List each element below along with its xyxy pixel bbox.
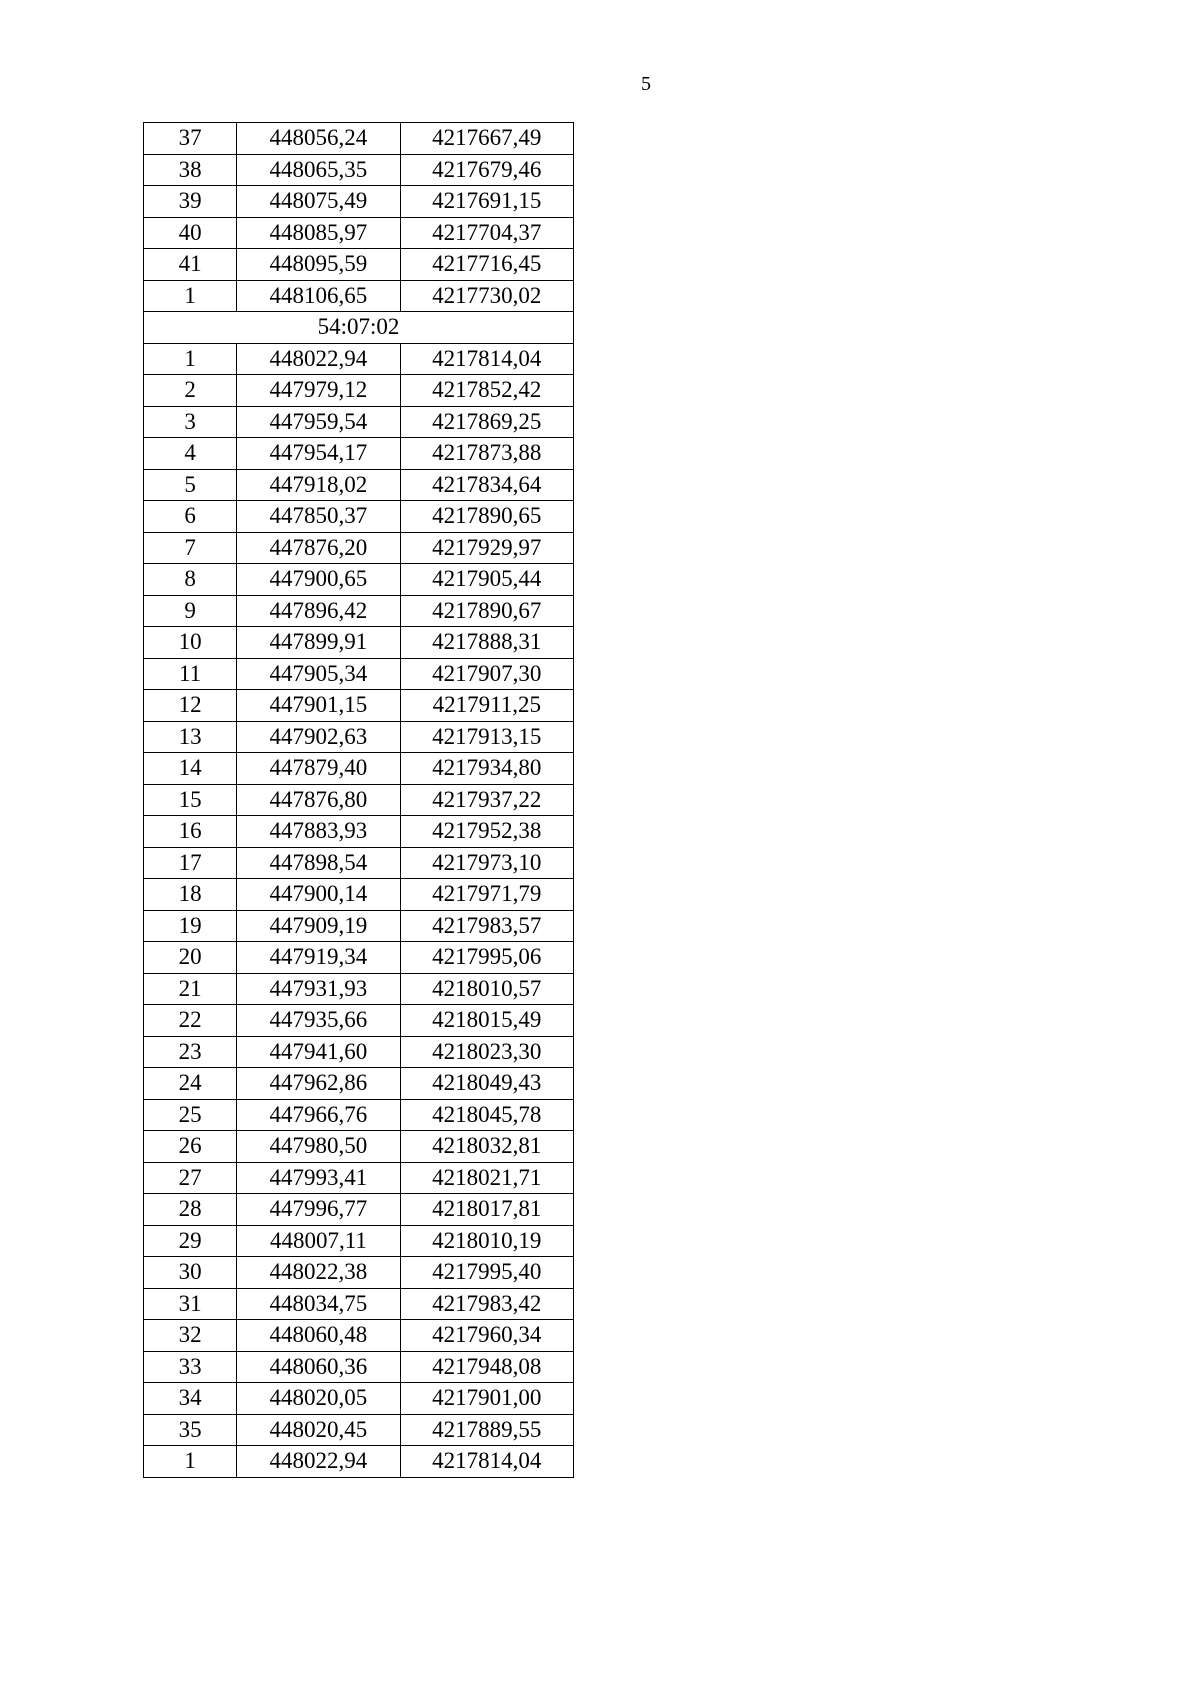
point-number-cell: 6	[144, 501, 237, 533]
table-row	[144, 847, 574, 879]
x-coordinate-cell: 447900,65	[237, 564, 400, 596]
point-number-cell: 17	[144, 847, 237, 879]
point-number-cell: 1	[144, 1446, 237, 1478]
x-coordinate-cell: 448022,94	[237, 343, 400, 375]
point-number-cell: 1	[144, 343, 237, 375]
y-coordinate-cell: 4217983,57	[400, 910, 573, 942]
point-number-cell: 30	[144, 1257, 237, 1289]
table-row	[144, 942, 574, 974]
y-coordinate-cell: 4217890,65	[400, 501, 573, 533]
point-number-cell: 3	[144, 406, 237, 438]
point-number-cell: 19	[144, 910, 237, 942]
point-number-cell: 8	[144, 564, 237, 596]
table-row	[144, 879, 574, 911]
x-coordinate-cell: 447901,15	[237, 690, 400, 722]
point-number-cell: 32	[144, 1320, 237, 1352]
x-coordinate-cell: 447979,12	[237, 375, 400, 407]
x-coordinate-cell: 448022,38	[237, 1257, 400, 1289]
table-row	[144, 1036, 574, 1068]
x-coordinate-cell: 447899,91	[237, 627, 400, 659]
point-number-cell: 11	[144, 658, 237, 690]
table-row	[144, 1446, 574, 1478]
y-coordinate-cell: 4217873,88	[400, 438, 573, 470]
table-row	[144, 406, 574, 438]
table-row	[144, 1162, 574, 1194]
x-coordinate-cell: 448007,11	[237, 1225, 400, 1257]
x-coordinate-cell: 447918,02	[237, 469, 400, 501]
table-row	[144, 1131, 574, 1163]
table-row	[144, 154, 574, 186]
x-coordinate-cell: 447876,80	[237, 784, 400, 816]
x-coordinate-cell: 448095,59	[237, 249, 400, 281]
x-coordinate-cell: 447935,66	[237, 1005, 400, 1037]
table-row	[144, 973, 574, 1005]
table-row	[144, 658, 574, 690]
y-coordinate-cell: 4217929,97	[400, 532, 573, 564]
table-row	[144, 1194, 574, 1226]
table-row	[144, 564, 574, 596]
y-coordinate-cell: 4217995,06	[400, 942, 573, 974]
point-number-cell: 37	[144, 123, 237, 155]
point-number-cell: 4	[144, 438, 237, 470]
point-number-cell: 5	[144, 469, 237, 501]
coordinates-table-body	[144, 123, 574, 1478]
y-coordinate-cell: 4217834,64	[400, 469, 573, 501]
x-coordinate-cell: 447879,40	[237, 753, 400, 785]
table-row	[144, 1288, 574, 1320]
x-coordinate-cell: 448065,35	[237, 154, 400, 186]
y-coordinate-cell: 4217679,46	[400, 154, 573, 186]
section-title: 54:07:02	[144, 312, 574, 344]
table-row	[144, 1351, 574, 1383]
point-number-cell: 12	[144, 690, 237, 722]
y-coordinate-cell: 4217911,25	[400, 690, 573, 722]
y-coordinate-cell: 4217704,37	[400, 217, 573, 249]
point-number-cell: 1	[144, 280, 237, 312]
point-number-cell: 26	[144, 1131, 237, 1163]
x-coordinate-cell: 447980,50	[237, 1131, 400, 1163]
x-coordinate-cell: 447959,54	[237, 406, 400, 438]
y-coordinate-cell: 4218032,81	[400, 1131, 573, 1163]
y-coordinate-cell: 4217934,80	[400, 753, 573, 785]
x-coordinate-cell: 448085,97	[237, 217, 400, 249]
table-row	[144, 375, 574, 407]
table-row	[144, 1414, 574, 1446]
point-number-cell: 29	[144, 1225, 237, 1257]
section-header-row	[144, 312, 574, 344]
table-row	[144, 1225, 574, 1257]
point-number-cell: 20	[144, 942, 237, 974]
point-number-cell: 16	[144, 816, 237, 848]
y-coordinate-cell: 4217901,00	[400, 1383, 573, 1415]
y-coordinate-cell: 4217888,31	[400, 627, 573, 659]
y-coordinate-cell: 4217814,04	[400, 1446, 573, 1478]
point-number-cell: 18	[144, 879, 237, 911]
point-number-cell: 7	[144, 532, 237, 564]
x-coordinate-cell: 447905,34	[237, 658, 400, 690]
y-coordinate-cell: 4218021,71	[400, 1162, 573, 1194]
y-coordinate-cell: 4218023,30	[400, 1036, 573, 1068]
y-coordinate-cell: 4218010,57	[400, 973, 573, 1005]
table-row	[144, 280, 574, 312]
y-coordinate-cell: 4217971,79	[400, 879, 573, 911]
table-row	[144, 1099, 574, 1131]
x-coordinate-cell: 447896,42	[237, 595, 400, 627]
x-coordinate-cell: 448022,94	[237, 1446, 400, 1478]
point-number-cell: 38	[144, 154, 237, 186]
table-row	[144, 532, 574, 564]
table-row	[144, 816, 574, 848]
y-coordinate-cell: 4217889,55	[400, 1414, 573, 1446]
point-number-cell: 25	[144, 1099, 237, 1131]
y-coordinate-cell: 4217890,67	[400, 595, 573, 627]
x-coordinate-cell: 448075,49	[237, 186, 400, 218]
table-row	[144, 1068, 574, 1100]
table-row	[144, 753, 574, 785]
table-row	[144, 343, 574, 375]
table-row	[144, 501, 574, 533]
point-number-cell: 33	[144, 1351, 237, 1383]
coordinates-table	[143, 122, 574, 1478]
table-row	[144, 1005, 574, 1037]
x-coordinate-cell: 448056,24	[237, 123, 400, 155]
y-coordinate-cell: 4217852,42	[400, 375, 573, 407]
x-coordinate-cell: 447919,34	[237, 942, 400, 974]
x-coordinate-cell: 447876,20	[237, 532, 400, 564]
page-number: 5	[641, 73, 651, 95]
table-row	[144, 1383, 574, 1415]
x-coordinate-cell: 448020,45	[237, 1414, 400, 1446]
y-coordinate-cell: 4217907,30	[400, 658, 573, 690]
table-row	[144, 186, 574, 218]
point-number-cell: 9	[144, 595, 237, 627]
x-coordinate-cell: 447962,86	[237, 1068, 400, 1100]
y-coordinate-cell: 4218045,78	[400, 1099, 573, 1131]
point-number-cell: 23	[144, 1036, 237, 1068]
x-coordinate-cell: 448060,48	[237, 1320, 400, 1352]
point-number-cell: 13	[144, 721, 237, 753]
x-coordinate-cell: 447931,93	[237, 973, 400, 1005]
table-row	[144, 910, 574, 942]
table-row	[144, 249, 574, 281]
x-coordinate-cell: 447941,60	[237, 1036, 400, 1068]
y-coordinate-cell: 4217995,40	[400, 1257, 573, 1289]
x-coordinate-cell: 448060,36	[237, 1351, 400, 1383]
table-row	[144, 438, 574, 470]
x-coordinate-cell: 447902,63	[237, 721, 400, 753]
x-coordinate-cell: 447898,54	[237, 847, 400, 879]
x-coordinate-cell: 447883,93	[237, 816, 400, 848]
x-coordinate-cell: 447966,76	[237, 1099, 400, 1131]
x-coordinate-cell: 448034,75	[237, 1288, 400, 1320]
table-row	[144, 784, 574, 816]
x-coordinate-cell: 447996,77	[237, 1194, 400, 1226]
y-coordinate-cell: 4217937,22	[400, 784, 573, 816]
point-number-cell: 15	[144, 784, 237, 816]
point-number-cell: 22	[144, 1005, 237, 1037]
y-coordinate-cell: 4218017,81	[400, 1194, 573, 1226]
point-number-cell: 24	[144, 1068, 237, 1100]
point-number-cell: 14	[144, 753, 237, 785]
table-row	[144, 123, 574, 155]
point-number-cell: 34	[144, 1383, 237, 1415]
table-row	[144, 721, 574, 753]
y-coordinate-cell: 4217667,49	[400, 123, 573, 155]
table-row	[144, 595, 574, 627]
y-coordinate-cell: 4217814,04	[400, 343, 573, 375]
point-number-cell: 40	[144, 217, 237, 249]
y-coordinate-cell: 4217952,38	[400, 816, 573, 848]
x-coordinate-cell: 447900,14	[237, 879, 400, 911]
y-coordinate-cell: 4217905,44	[400, 564, 573, 596]
y-coordinate-cell: 4217716,45	[400, 249, 573, 281]
table-row	[144, 469, 574, 501]
x-coordinate-cell: 447850,37	[237, 501, 400, 533]
x-coordinate-cell: 447909,19	[237, 910, 400, 942]
x-coordinate-cell: 447954,17	[237, 438, 400, 470]
point-number-cell: 21	[144, 973, 237, 1005]
y-coordinate-cell: 4218015,49	[400, 1005, 573, 1037]
point-number-cell: 27	[144, 1162, 237, 1194]
point-number-cell: 10	[144, 627, 237, 659]
table-row	[144, 690, 574, 722]
table-row	[144, 1320, 574, 1352]
x-coordinate-cell: 448106,65	[237, 280, 400, 312]
y-coordinate-cell: 4218049,43	[400, 1068, 573, 1100]
table-row	[144, 1257, 574, 1289]
y-coordinate-cell: 4217869,25	[400, 406, 573, 438]
point-number-cell: 28	[144, 1194, 237, 1226]
point-number-cell: 39	[144, 186, 237, 218]
y-coordinate-cell: 4217730,02	[400, 280, 573, 312]
table-row	[144, 217, 574, 249]
x-coordinate-cell: 447993,41	[237, 1162, 400, 1194]
y-coordinate-cell: 4217948,08	[400, 1351, 573, 1383]
table-row	[144, 627, 574, 659]
y-coordinate-cell: 4217913,15	[400, 721, 573, 753]
point-number-cell: 31	[144, 1288, 237, 1320]
point-number-cell: 35	[144, 1414, 237, 1446]
point-number-cell: 2	[144, 375, 237, 407]
y-coordinate-cell: 4217960,34	[400, 1320, 573, 1352]
x-coordinate-cell: 448020,05	[237, 1383, 400, 1415]
y-coordinate-cell: 4217983,42	[400, 1288, 573, 1320]
y-coordinate-cell: 4217691,15	[400, 186, 573, 218]
y-coordinate-cell: 4218010,19	[400, 1225, 573, 1257]
point-number-cell: 41	[144, 249, 237, 281]
y-coordinate-cell: 4217973,10	[400, 847, 573, 879]
